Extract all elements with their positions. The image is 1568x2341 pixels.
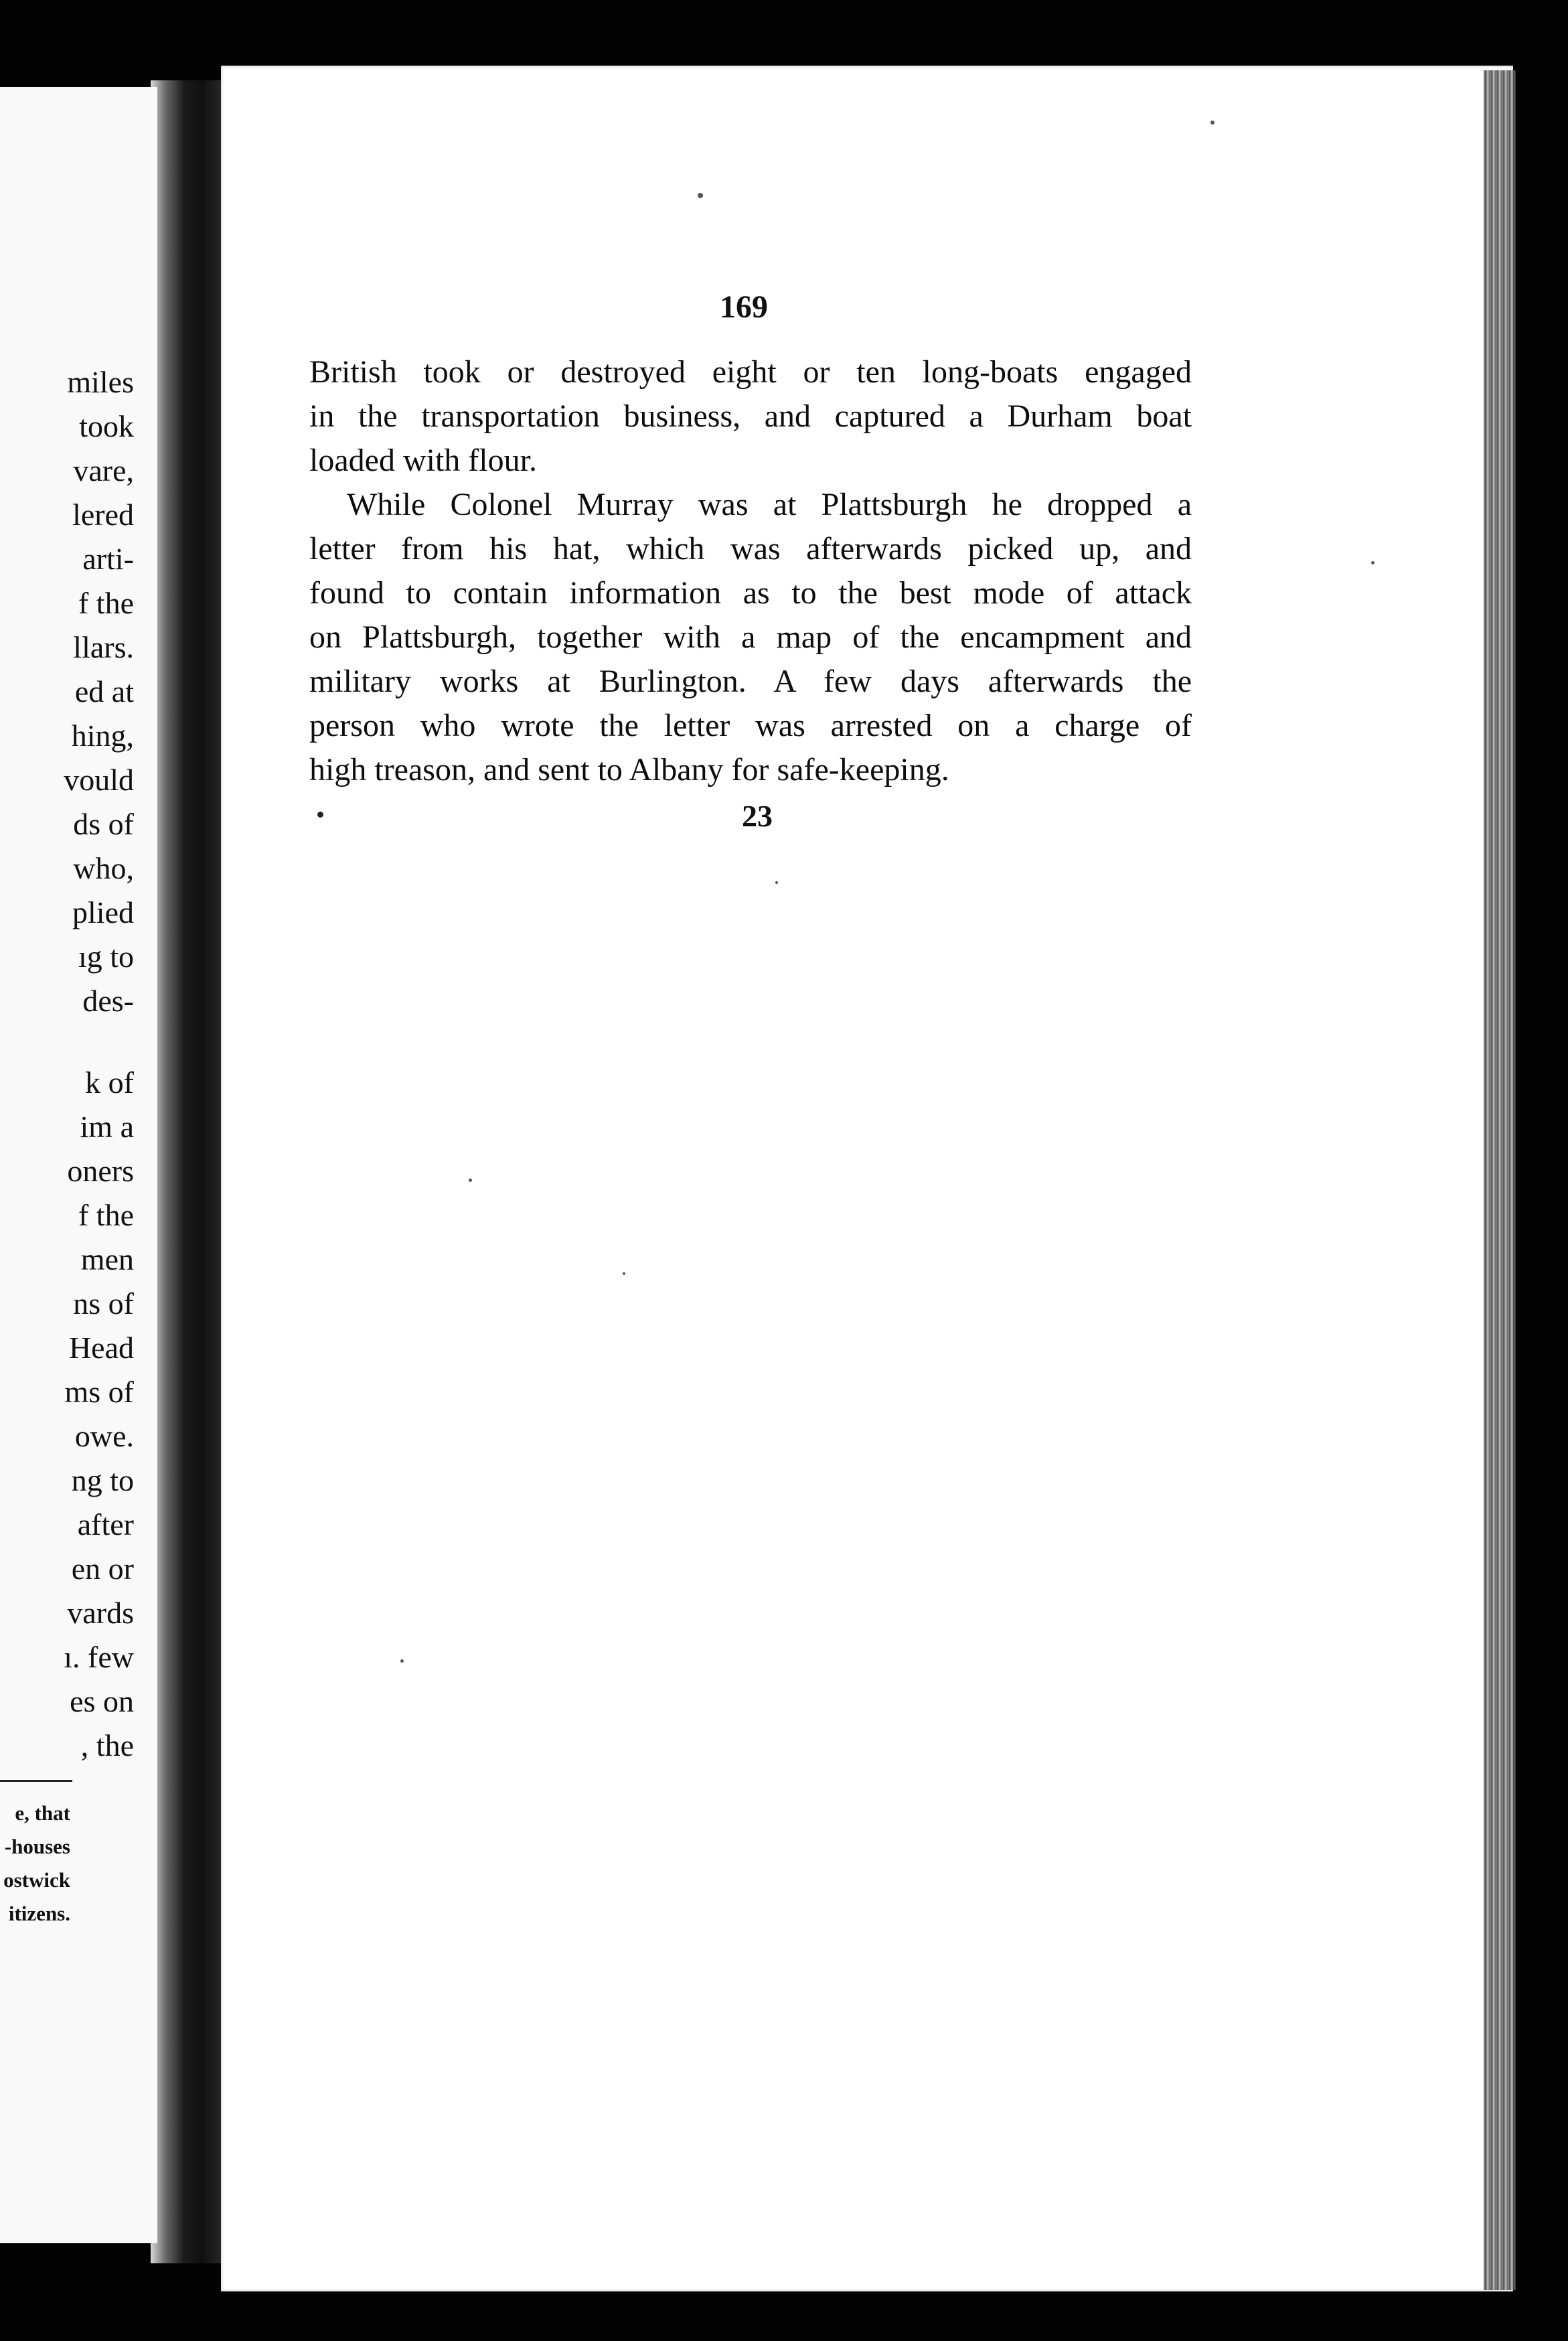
body-text-line: British took or destroyed eight or ten long-boats engaged xyxy=(309,354,1192,390)
previous-page-line: hing, xyxy=(71,719,134,753)
body-text-line: While Colonel Murray was at Plattsburgh he dropped a xyxy=(347,487,1192,522)
previous-page-line: ms of xyxy=(64,1375,134,1409)
previous-page-line: took xyxy=(79,409,134,443)
previous-page-line: , the xyxy=(80,1728,134,1762)
previous-page-line: owe. xyxy=(74,1419,134,1453)
previous-page-line: en or xyxy=(71,1552,134,1586)
previous-page-line: vards xyxy=(67,1596,134,1630)
previous-page-line: vare, xyxy=(73,453,134,487)
scan-speck xyxy=(400,1659,404,1663)
previous-page-line: miles xyxy=(67,365,134,399)
previous-page-line: oners xyxy=(67,1154,134,1188)
previous-page-line: vould xyxy=(64,763,134,797)
previous-page-line: arti- xyxy=(82,542,134,576)
previous-page-line: lered xyxy=(72,498,134,532)
previous-page-footnote-line: -houses xyxy=(4,1835,70,1858)
body-text-line: high treason, and sent to Albany for safe-keeping. xyxy=(309,752,949,787)
scan-speck xyxy=(698,193,703,198)
signature-mark: 23 xyxy=(742,799,773,833)
body-text-line: found to contain information as to the best mode of attack xyxy=(309,575,1192,611)
body-text-line: letter from his hat, which was afterwards picked up, and xyxy=(309,531,1192,567)
previous-page-line: es on xyxy=(70,1684,134,1718)
previous-page-line: who, xyxy=(73,851,134,885)
previous-page-line: ng to xyxy=(71,1463,134,1497)
page-edge-stack xyxy=(1484,70,1516,2290)
previous-page-line: im a xyxy=(80,1110,134,1144)
previous-page-line: ıg to xyxy=(78,939,134,974)
scan-speck xyxy=(623,1272,625,1275)
scan-speck xyxy=(469,1179,472,1182)
scan-speck xyxy=(775,881,778,884)
previous-page-line: f the xyxy=(78,1198,134,1232)
previous-page-line: ed at xyxy=(74,674,134,708)
previous-page-footnote-line: e, that xyxy=(15,1801,70,1825)
previous-page-line: k of xyxy=(85,1065,134,1100)
previous-page-line: des- xyxy=(82,984,134,1018)
previous-page-line: ds of xyxy=(73,807,134,841)
scan-speck xyxy=(1371,561,1375,564)
previous-page-footnote-line: ostwick xyxy=(3,1868,70,1892)
footnote-rule xyxy=(0,1780,72,1782)
body-text-line: person who wrote the letter was arrested on a charge of xyxy=(309,708,1192,743)
body-text-line: military works at Burlington. A few days afterwards the xyxy=(309,664,1192,699)
body-text-line: loaded with flour. xyxy=(309,443,537,478)
previous-page-line: after xyxy=(77,1507,134,1541)
previous-page-line: ns of xyxy=(73,1286,134,1320)
previous-page-line: f the xyxy=(78,586,134,620)
previous-page-line: ı. few xyxy=(64,1640,134,1674)
previous-page-footnote-line: itizens. xyxy=(8,1902,70,1925)
previous-page-line: men xyxy=(80,1242,134,1276)
previous-page-line: Head xyxy=(68,1331,134,1365)
printer-mark xyxy=(317,812,323,818)
body-text-line: on Plattsburgh, together with a map of the encampment and xyxy=(309,619,1192,655)
book-gutter xyxy=(151,80,224,2263)
previous-page-line: plied xyxy=(72,895,134,929)
body-text-line: in the transportation business, and captured a Durham boat xyxy=(309,398,1192,434)
scan-speck xyxy=(1210,121,1214,125)
previous-page-line: llars. xyxy=(73,630,134,664)
page-number: 169 xyxy=(720,289,768,325)
